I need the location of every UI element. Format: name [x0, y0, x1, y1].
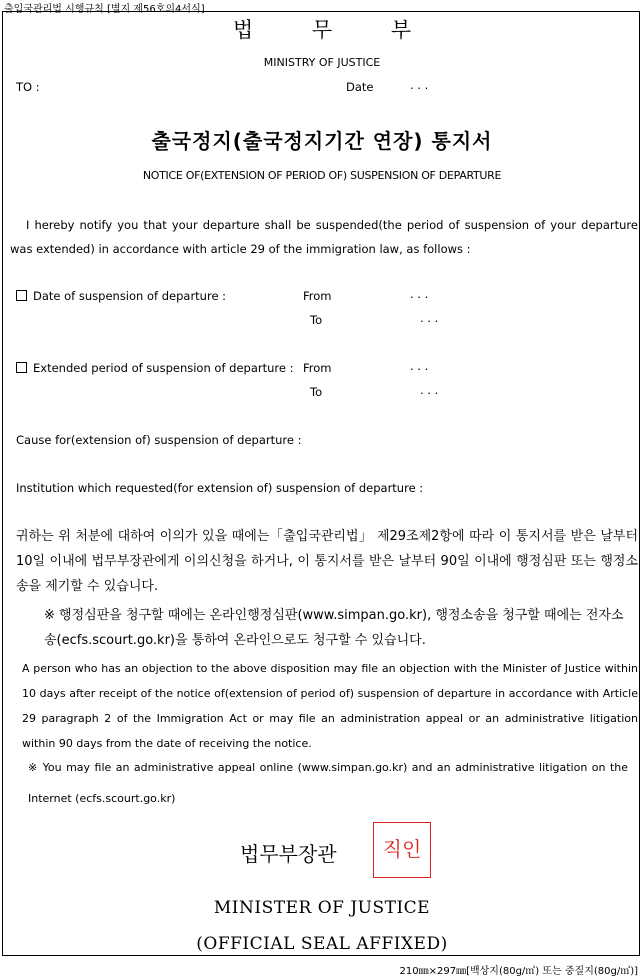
notice-english: A person who has an objection to the above disposition may file an objection with the Minister of Justice within 10 days after receipt of the notice of(extension of period of) suspension of departure in accordance with Article 29 paragraph 2 of the Immigration Act or may file an administration appeal or an administrative litigation within 90 days from the date of receiving the notice. [22, 662, 638, 750]
date-of-suspension-from-dots: . . . [410, 287, 429, 301]
note-english: ※ You may file an administrative appeal online (www.simpan.go.kr) and an administrative litigation on the Internet (ecfs.scourt.go.kr) [28, 761, 628, 805]
form-header: 출입국관리법 시행규칙 [별지 제56호의4서식] [4, 4, 205, 15]
extended-period-label: Extended period of suspension of departure : [33, 361, 294, 375]
notice-korean: 귀하는 위 처분에 대하여 이의가 있을 때에는「출입국관리법」 제29조제2항에 따라 이 통지서를 받은 날부터 10일 이내에 법무부장관에게 이의신청을 하거나, 이 통지서를 받은 날부터 90일 이내에 행정심판 또는 행정소송을 제기할 수 있습니다. [16, 529, 638, 594]
title-korean: 출국정지(출국정지기간 연장) 통지서 [151, 129, 493, 153]
official-seal: 직인 [373, 822, 431, 878]
seal-english: (OFFICIAL SEAL AFFIXED) [196, 934, 448, 954]
date-label: Date [346, 80, 374, 94]
extended-period-to-dots: . . . [420, 383, 439, 397]
title-english: NOTICE OF(EXTENSION OF PERIOD OF) SUSPENSION OF DEPARTURE [142, 169, 502, 182]
extended-period-checkbox[interactable] [16, 362, 27, 373]
ministry-english: MINISTRY OF JUSTICE [263, 56, 381, 69]
extended-period-from: From [303, 361, 332, 375]
date-of-suspension-checkbox[interactable] [16, 290, 27, 301]
date-of-suspension-row [16, 289, 226, 303]
date-dots: . . . [410, 78, 429, 92]
ministry-korean: 법 무 부 [232, 18, 438, 42]
intro-paragraph: I hereby notify you that your departure shall be suspended(the period of suspension of your departure was extended) in accordance with article 29 of the immigration law, as follows : [10, 218, 638, 256]
cause-label: Cause for(extension of) suspension of departure : [16, 433, 302, 447]
signer-korean: 법무부장관 [240, 842, 337, 866]
date-of-suspension-to-dots: . . . [420, 311, 439, 325]
signer-english: MINISTER OF JUSTICE [213, 898, 431, 918]
note-korean: ※ 행정심판을 청구할 때에는 온라인행정심판(www.simpan.go.kr), 행정소송을 청구할 때에는 전자소송(ecfs.scourt.go.kr)을 통하여 온라인으로도 청구할 수 있습니다. [44, 608, 624, 648]
date-of-suspension-to: To [310, 313, 323, 327]
to-label: TO : [16, 80, 40, 94]
extended-period-from-dots: . . . [410, 359, 429, 373]
date-of-suspension-from: From [303, 289, 332, 303]
extended-period-to: To [310, 385, 323, 399]
date-of-suspension-label: Date of suspension of departure : [33, 289, 227, 303]
paper-spec-footer: 210㎜×297㎜[백상지(80g/㎡) 또는 중질지(80g/㎡)] [399, 966, 638, 977]
institution-label: Institution which requested(for extension of) suspension of departure : [16, 481, 424, 495]
extended-period-row [16, 361, 293, 375]
